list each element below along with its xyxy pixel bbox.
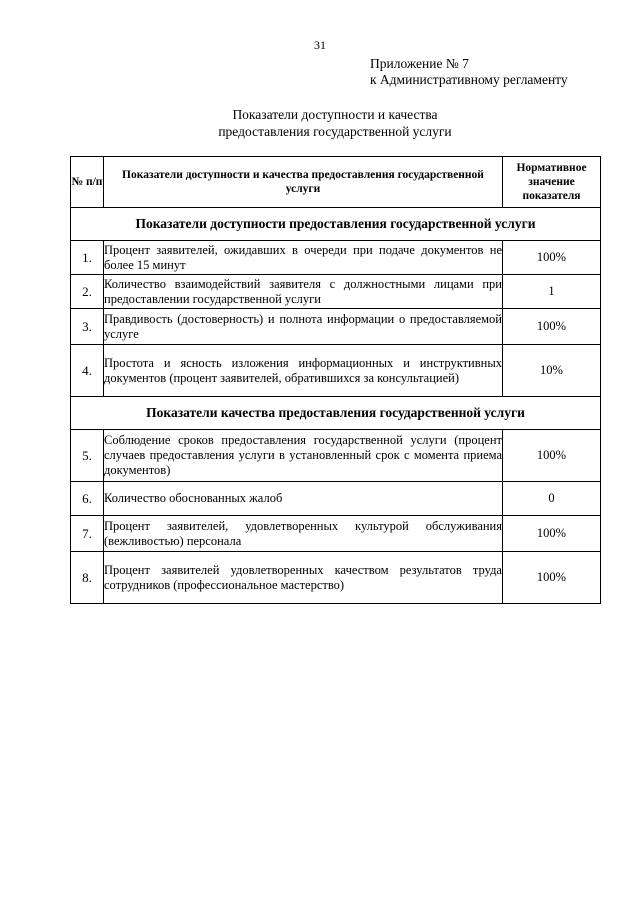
title-line-2: предоставления государственной услуги xyxy=(218,124,452,139)
row-value: 10% xyxy=(503,345,601,397)
table-row xyxy=(71,516,601,552)
section-row-accessibility xyxy=(71,208,601,241)
appendix-line-1: Приложение № 7 xyxy=(370,56,469,71)
row-number: 4. xyxy=(71,345,104,397)
table-row xyxy=(71,309,601,345)
table-row xyxy=(71,430,601,482)
row-number: 6. xyxy=(71,482,104,516)
row-indicator: Количество взаимодействий заявителя с должностными лицами при предоставлении государственной услуги xyxy=(104,275,503,309)
appendix-line-2: к Административному регламенту xyxy=(370,72,568,87)
header-indicator: Показатели доступности и качества предоставления государственной услуги xyxy=(104,157,503,208)
row-number: 3. xyxy=(71,309,104,345)
table-row xyxy=(71,482,601,516)
row-number: 5. xyxy=(71,430,104,482)
table-row xyxy=(71,552,601,604)
row-indicator: Процент заявителей, ожидавших в очереди при подаче документов не более 15 минут xyxy=(104,241,503,275)
row-indicator: Правдивость (достоверность) и полнота информации о предоставляемой услуге xyxy=(104,309,503,345)
title-line-1: Показатели доступности и качества xyxy=(232,107,438,122)
indicators-table xyxy=(70,156,601,604)
table-row xyxy=(71,275,601,309)
table-header-row xyxy=(71,157,601,208)
row-number: 2. xyxy=(71,275,104,309)
table-row xyxy=(71,345,601,397)
row-indicator: Простота и ясность изложения информационных и инструктивных документов (процент заявителей, обратившихся за консультацией) xyxy=(104,345,503,397)
section-title-quality: Показатели качества предоставления государственной услуги xyxy=(71,397,601,430)
row-indicator: Соблюдение сроков предоставления государственной услуги (процент случаев предоставления услуги в установленный срок с момента приема документов) xyxy=(104,430,503,482)
row-value: 0 xyxy=(503,482,601,516)
page-number: 31 xyxy=(314,38,326,52)
row-value: 1 xyxy=(503,275,601,309)
row-number: 8. xyxy=(71,552,104,604)
row-indicator: Количество обоснованных жалоб xyxy=(104,482,503,516)
document-title xyxy=(0,106,640,140)
header-number: № п/п xyxy=(71,157,104,208)
section-row-quality xyxy=(71,397,601,430)
row-value: 100% xyxy=(503,516,601,552)
header-value: Нормативное значение показателя xyxy=(503,157,601,208)
row-value: 100% xyxy=(503,241,601,275)
row-indicator: Процент заявителей удовлетворенных качеством результатов труда сотрудников (профессиональное мастерство) xyxy=(104,552,503,604)
row-value: 100% xyxy=(503,552,601,604)
row-number: 7. xyxy=(71,516,104,552)
table-row xyxy=(71,241,601,275)
row-value: 100% xyxy=(503,309,601,345)
row-number: 1. xyxy=(71,241,104,275)
row-indicator: Процент заявителей, удовлетворенных культурой обслуживания (вежливостью) персонала xyxy=(104,516,503,552)
appendix-heading xyxy=(370,56,568,88)
section-title-accessibility: Показатели доступности предоставления государственной услуги xyxy=(71,208,601,241)
row-value: 100% xyxy=(503,430,601,482)
